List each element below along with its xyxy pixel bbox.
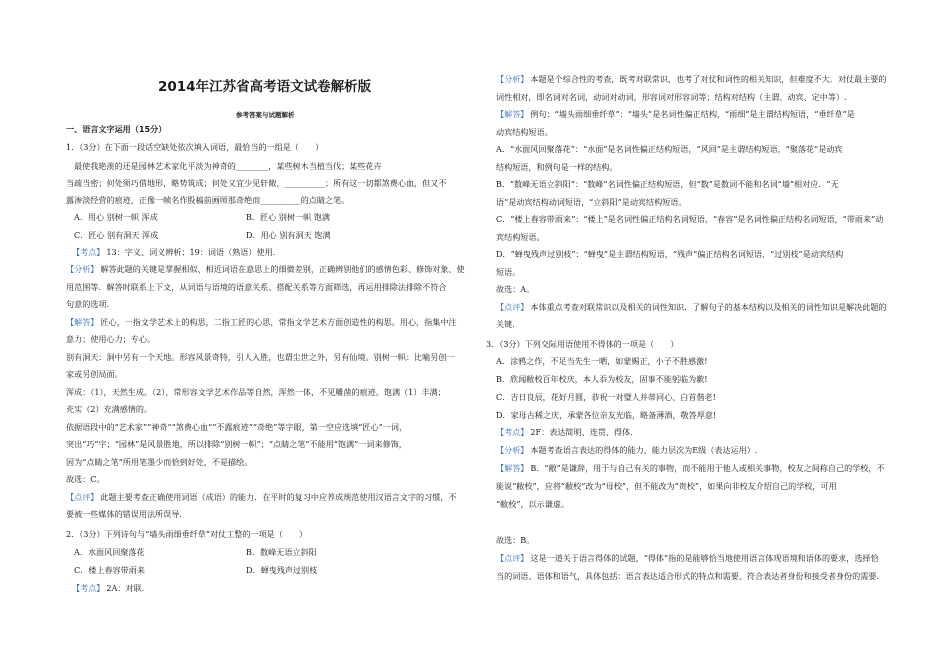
jieda-text: B．“敝”是谦辞，用于与自己有关的事物，而不能用于他人或相关事物，校友之间称自己的学校，不 (530, 463, 885, 473)
q1-fenxi (66, 263, 465, 275)
q3-kaodian (496, 426, 633, 438)
kaodian-tag: 【考点】 (496, 427, 529, 437)
q3-answer: 故选：B。 (496, 535, 535, 545)
q1-dianping (66, 491, 457, 503)
q2-option-c: C．楼上春容带雨来 (74, 565, 145, 575)
jieda-tag: 【解答】 (66, 317, 99, 327)
page-title: 2014年江苏省高考语文试卷解析版 (158, 79, 372, 95)
q1-passage-line: 露渗淡经营的痕迹，正像一帧名作股稿前画师那奇绝而__________的点睛之笔。 (66, 195, 350, 205)
q2-option-a: A．水面风回聚落花 (74, 547, 145, 557)
q1-jieda-line: 浑成：（1），天然生成。（2），常形容文学艺术作品等自然，浑然一体，不见雕凿的痕迹。饱满（1）丰满； (66, 387, 446, 397)
q3-option-a: A．涂鸦之作，不足当先生一哂，如蒙赐正，小子不胜感激! (496, 356, 708, 366)
jieda-tag: 【解答】 (496, 109, 529, 119)
q3-dianping (496, 552, 879, 564)
q3-option-c: C．吉日良辰，花好月圆，恭祝一对璧人并蒂同心、白首偕老! (496, 392, 716, 402)
q1-option-c: C．匠心 别有洞天 浑成 (74, 230, 159, 240)
q1-kaodian (72, 246, 275, 258)
q2-jieda-line: 宾结构短语。 (496, 232, 545, 242)
q1-jieda-line: 依据语段中的“艺术家”“神奇”“煞费心血”“不露痕迹”“奇绝”等字眼，第一空应选填“匠心”一词， (66, 422, 408, 432)
q3-jieda (496, 462, 885, 474)
q2-fenxi-line: 词性相对，即名词对名词，动词对动词，形容词对形容词等；结构对结构（主谓、动宾、定中等）. (496, 92, 847, 102)
q2-jieda-line: 短语。 (496, 267, 521, 277)
q1-jieda-line: 充实（2）充满感情的。 (66, 404, 153, 414)
fenxi-tag: 【分析】 (496, 74, 529, 84)
dianping-tag: 【点评】 (496, 553, 529, 563)
q1-passage-line: 最使我艳羡的还是园林艺术家化平淡为神奇的________，某些树木当植当伐；某些花卉 (74, 161, 382, 171)
q2-answer: 故选：A。 (496, 284, 535, 294)
q3-dianping-line: 当的词语、语体和语气，具体包括：语言表达适合形式的特点和需要、符合表达者身份和接受者身份的需要. (496, 571, 879, 581)
q1-dianping-line: 要被一些媒体的错误用法所误导. (66, 509, 182, 519)
q2-jieda-line: D．“蝉曳残声过别枝”：“蝉曳”是主谓结构短语，“残声”偏正结构名词短语，“过别枝”是动宾结构 (496, 249, 844, 259)
jieda-tag: 【解答】 (496, 463, 529, 473)
q1-option-a: A．用心 别树一帜 浑成 (74, 212, 158, 222)
q2-jieda-line: C．“楼上春容带雨来”：“楼上”是名词性偏正结构名词短语，“春容”是名词性偏正结构名词短语，“带雨来”动 (496, 214, 884, 224)
q1-jieda-line: 因为“点睛之笔”所用笔墨少而恰到好处，不是描绘。 (66, 457, 253, 467)
q3-jieda-line: 能说“敝校”，应将“敝校”改为“母校”，但不能改为“贵校”，如果向非校友介绍自己的学校，可用 (496, 481, 837, 491)
jieda-text: 匠心，一指文学艺术上的构思，二指工匠的心思，常指文学艺术方面创造性的构思。用心，指集中注 (100, 317, 457, 327)
q1-stem: 1．（3分）在下面一段话空缺处依次填入词语，最恰当的一组是（ ） (66, 142, 324, 152)
fenxi-tag: 【分析】 (66, 264, 99, 274)
kaodian-text: 13：字义、词义辨析；19：词语（熟语）使用. (106, 247, 276, 257)
q2-jieda-line: B．“数峰无语立斜阳”：“数峰”名词性偏正结构短语，但“数”是数词不能和名词“墙”相对应．“无 (496, 179, 839, 189)
q1-jieda-line: 突出“巧”字；“园林”是风景胜地，所以排除“别树一帜”；“点睛之笔”不能用“饱满”一词来修饰， (66, 439, 407, 449)
q3-option-b: B．欣闻敝校百年校庆，本人忝为校友，固事不能躬临为歉! (496, 374, 708, 384)
dianping-tag: 【点评】 (496, 302, 529, 312)
kaodian-tag: 【考点】 (72, 247, 105, 257)
q2-jieda (496, 108, 855, 120)
q2-stem: 2．（3分）下列诗句与“墙头雨细垂纤草”对仗工整的一项是（ ） (66, 529, 308, 539)
q1-passage-line: 当疏当密；何处须巧借地形，略势筑成；何处又宜少见轩敞，__________；所有这一切都煞费心血，但又不 (66, 178, 447, 188)
section-heading: 一、语言文字运用（15分） (66, 124, 167, 134)
q3-jieda-line: “敝校”，以示谦虚。 (496, 499, 570, 509)
fenxi-text: 本题考查语言表达的得体的能力，能力层次为E级（表达运用）. (530, 445, 758, 455)
q2-dianping-line: 关键. (496, 319, 515, 329)
q2-kaodian (72, 582, 144, 594)
q1-jieda (66, 316, 457, 328)
q1-option-d: D．用心 别有洞天 饱满 (246, 230, 331, 240)
kaodian-text: 2F：表达简明、连贯、得体. (530, 427, 633, 437)
page-subtitle: 参考答案与试题解析 (236, 111, 295, 119)
q1-answer: 故选：C。 (66, 474, 105, 484)
q2-jieda-line: A．“水面风回聚落花”：“水面”是名词性偏正结构短语，“风回”是主谓结构短语，“聚落花”是动宾 (496, 144, 843, 154)
q1-fenxi-line: 用范围等．解答时联系上下文，从词语与语境的语意关系、搭配关系等方面筛选，再运用排除法排除不符合 (66, 282, 447, 292)
q2-fenxi (496, 73, 887, 85)
dianping-text: 本体重点考查对联常识以及相关的词性知识．了解句子的基本结构以及相关的词性知识是解决此题的 (530, 302, 887, 312)
q2-jieda-line: 结构短语，和例句是一样的结构。 (496, 162, 618, 172)
q2-dianping (496, 301, 887, 313)
q3-option-d: D．家母古稀之庆，承蒙各位亲友光临，略备薄酒，敬答厚意! (496, 410, 717, 420)
q2-jieda-line: 语”是动宾结构动词短语，“立斜阳”是动宾结构短语。 (496, 197, 687, 207)
q1-jieda-line: 家或另创局面。 (66, 369, 123, 379)
jieda-text: 例句：“墙头雨细垂纤草”：“墙头”是名词性偏正结构，“雨细”是主谓结构短语，“垂纤草”是 (530, 109, 855, 119)
q1-fenxi-line: 句意的选项. (66, 299, 110, 309)
q1-jieda-line: 意力；使用心力；专心。 (66, 334, 156, 344)
fenxi-text: 解答此题的关键是掌握相似、相近词语在意思上的细微差别，正确辨别他们的感情色彩、修饰对象、使 (100, 264, 465, 274)
dianping-tag: 【点评】 (66, 492, 99, 502)
q2-option-d: D．蝉曳残声过别枝 (246, 565, 318, 575)
q3-fenxi (496, 444, 757, 456)
dianping-text: 这是一道关于语言得体的试题，“得体”指的是能够恰当地使用语言体现语境和语体的要求，选择恰 (530, 553, 879, 563)
kaodian-text: 2A：对联. (106, 583, 145, 593)
dianping-text: 此题主要考查正确使用词语（成语）的能力．在平时的复习中应养成规范使用汉语言文字的习惯，不 (100, 492, 457, 502)
fenxi-text: 本题是个综合性的考查，既考对联常识，也考了对仗和词性的相关知识，但难度不大．对仗最主要的 (530, 74, 887, 84)
q2-option-b: B．数峰无语立斜阳 (246, 547, 317, 557)
q1-jieda-line: 别有洞天：洞中另有一个天地。形容风景奇特，引人入胜，也谓尘世之外，另有仙境。别树一帜：比喻另创一 (66, 352, 455, 362)
q3-stem: 3．（3分）下列交际用语使用不得体的一项是（ ） (486, 339, 679, 349)
q2-jieda-line: 动宾结构短语。 (496, 127, 553, 137)
fenxi-tag: 【分析】 (496, 445, 529, 455)
q1-option-b: B．匠心 别树一帜 饱满 (246, 212, 330, 222)
kaodian-tag: 【考点】 (72, 583, 105, 593)
